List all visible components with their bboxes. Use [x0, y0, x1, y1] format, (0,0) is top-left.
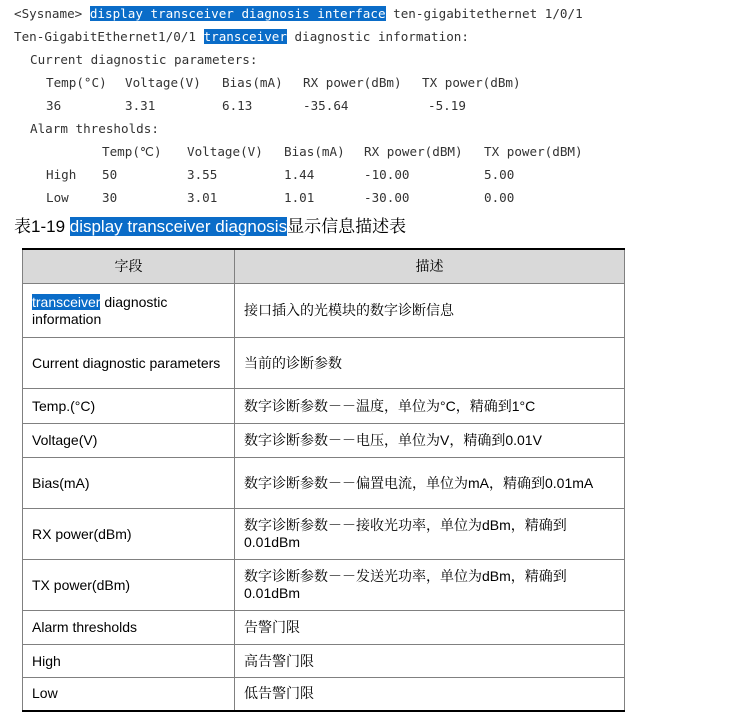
caption-highlight: display transceiver diagnosis: [69, 217, 288, 236]
cli-command-arg: ten-gigabitethernet 1/0/1: [385, 6, 583, 21]
table-row: [23, 424, 625, 458]
table-row: [23, 678, 625, 711]
header-description: 描述: [235, 249, 625, 284]
field-cell: Current diagnostic parameters: [23, 338, 235, 389]
description-cell: 高告警门限: [235, 645, 625, 678]
field-cell: Voltage(V): [23, 424, 235, 458]
cli-alarm-value: 50: [102, 167, 118, 182]
cli-alarm-value: 0.00: [484, 190, 515, 205]
table-row: [23, 458, 625, 509]
header-field: 字段: [23, 249, 235, 284]
table-row: [23, 338, 625, 389]
cli-current-value: -5.19: [428, 98, 466, 113]
table-caption: [14, 216, 406, 238]
table-row: [23, 509, 625, 560]
description-cell: 数字诊断参数－－电压，单位为V，精确到0.01V: [235, 424, 625, 458]
cli-current-header: Temp(°C): [46, 75, 107, 90]
description-cell: 数字诊断参数－－接收光功率，单位为dBm，精确到0.01dBm: [235, 509, 625, 560]
table-row: [23, 611, 625, 645]
table-row: [23, 389, 625, 424]
cli-alarm-header: Temp(℃): [102, 144, 162, 159]
cli-current-header: Voltage(V): [125, 75, 201, 90]
cli-alarm-value: -10.00: [364, 167, 410, 182]
field-rest: diagnostic information: [32, 293, 168, 327]
field-cell: Alarm thresholds: [23, 611, 235, 645]
table-header-row: [23, 249, 625, 284]
cli-alarm-row-name: High: [46, 167, 77, 182]
cli-alarm-value: 30: [102, 190, 118, 205]
cli-alarm-value: 3.01: [187, 190, 218, 205]
cli-alarm-value: 5.00: [484, 167, 515, 182]
description-cell: 当前的诊断参数: [235, 338, 625, 389]
cli-alarm-value: 3.55: [187, 167, 218, 182]
cli-info-highlight: transceiver: [203, 29, 287, 44]
field-cell: [23, 284, 235, 338]
description-cell: 数字诊断参数－－发送光功率，单位为dBm，精确到0.01dBm: [235, 560, 625, 611]
field-cell: TX power(dBm): [23, 560, 235, 611]
field-highlight: transceiver: [32, 293, 101, 310]
cli-current-value: -35.64: [303, 98, 349, 113]
cli-alarm-label: Alarm thresholds:: [30, 121, 159, 136]
description-cell: 低告警门限: [235, 678, 625, 711]
description-cell: 接口插入的光模块的数字诊断信息: [235, 284, 625, 338]
field-cell: High: [23, 645, 235, 678]
cli-alarm-header: Voltage(V): [187, 144, 263, 159]
field-cell: Bias(mA): [23, 458, 235, 509]
cli-alarm-value: 1.01: [284, 190, 315, 205]
cli-current-value: 6.13: [222, 98, 253, 113]
table-row: [23, 284, 625, 338]
description-cell: 数字诊断参数－－温度，单位为°C，精确到1°C: [235, 389, 625, 424]
cli-alarm-value: -30.00: [364, 190, 410, 205]
cli-alarm-header: RX power(dBM): [364, 144, 463, 159]
field-cell: Temp.(°C): [23, 389, 235, 424]
table-row: [23, 645, 625, 678]
caption-suffix: 显示信息描述表: [287, 217, 407, 236]
cli-current-header: TX power(dBm): [422, 75, 521, 90]
cli-prompt: <Sysname>: [14, 6, 90, 21]
cli-alarm-header: Bias(mA): [284, 144, 345, 159]
cli-info-prefix: Ten-GigabitEthernet1/0/1: [14, 29, 204, 44]
caption-prefix: 表1-19: [14, 217, 70, 236]
cli-alarm-row-name: Low: [46, 190, 69, 205]
cli-command-line: [14, 6, 583, 22]
cli-current-value: 3.31: [125, 98, 156, 113]
cli-info-suffix: diagnostic information:: [286, 29, 469, 44]
cli-current-header: Bias(mA): [222, 75, 283, 90]
cli-alarm-value: 1.44: [284, 167, 315, 182]
field-cell: RX power(dBm): [23, 509, 235, 560]
cli-info-line: [14, 29, 469, 45]
cli-alarm-header: TX power(dBM): [484, 144, 583, 159]
description-cell: 数字诊断参数－－偏置电流，单位为mA，精确到0.01mA: [235, 458, 625, 509]
description-cell: 告警门限: [235, 611, 625, 645]
cli-current-header: RX power(dBm): [303, 75, 402, 90]
field-cell: Low: [23, 678, 235, 711]
cli-current-label: Current diagnostic parameters:: [30, 52, 258, 67]
table-row: [23, 560, 625, 611]
cli-command-highlight: display transceiver diagnosis interface: [89, 6, 386, 21]
cli-current-value: 36: [46, 98, 62, 113]
description-table: [22, 248, 625, 712]
